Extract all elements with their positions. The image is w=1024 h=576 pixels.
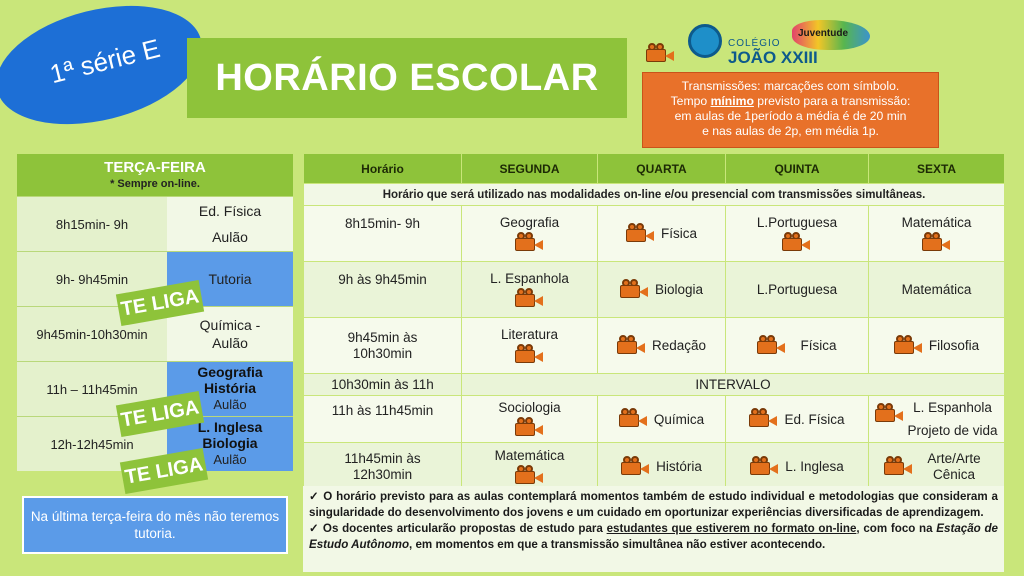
school-logo (684, 18, 874, 70)
transmission-line2: Tempo mínimo previsto para a transmissão: (670, 94, 911, 108)
row-time: 9h às 9h45min (304, 262, 462, 318)
tuesday-title: TERÇA-FEIRA (104, 159, 206, 176)
row-time: 9h45min-10h30min (17, 307, 167, 361)
table-row (304, 262, 1005, 318)
cell-quarta: Redação (598, 318, 726, 374)
video-camera-icon (617, 336, 647, 356)
modality-note-row (304, 184, 1005, 206)
col-header: QUARTA (598, 154, 726, 184)
row-subject: L. Inglesa Biologia Aulão (167, 417, 293, 471)
cell-segunda: Literatura (462, 318, 598, 374)
transmission-line4: e nas aulas de 2p, em média 1p. (702, 124, 879, 138)
cell-quarta: História (598, 443, 726, 491)
table-row (17, 196, 293, 251)
transmission-line1: Transmissões: marcações com símbolo. (681, 79, 900, 93)
video-camera-icon (620, 280, 650, 300)
row-subject: Ed. Física Aulão (167, 197, 293, 251)
video-camera-icon (619, 409, 649, 429)
col-header: QUINTA (726, 154, 869, 184)
check-icon: ✓ (309, 490, 324, 503)
cell-quinta: L.Portuguesa (726, 262, 869, 318)
cell-sexta: Matemática (869, 262, 1005, 318)
table-header-row (304, 154, 1005, 184)
cell-quinta: L. Inglesa (726, 443, 869, 491)
row-time: 8h15min- 9h (17, 197, 167, 251)
cell-quarta: Física (598, 206, 726, 262)
row-subject: Geografia História Aulão (167, 362, 293, 416)
transmission-note (642, 72, 939, 148)
video-camera-icon (515, 289, 545, 309)
cell-sexta: L. Espanhola Projeto de vida (869, 396, 1005, 443)
video-camera-icon (515, 418, 545, 438)
video-camera-icon (884, 457, 914, 477)
interval-label: INTERVALO (462, 374, 1005, 396)
video-camera-icon (922, 233, 952, 253)
video-camera-icon (621, 457, 651, 477)
cell-quinta: Física (726, 318, 869, 374)
weekly-schedule (303, 153, 1005, 491)
video-camera-icon (646, 44, 676, 64)
te-liga-sticker: TE LIGA (116, 391, 204, 437)
video-camera-icon (515, 233, 545, 253)
col-header: SEXTA (869, 154, 1005, 184)
table-row (304, 396, 1005, 443)
logo-splash-text: Juventude (798, 28, 849, 39)
row-time: 8h15min- 9h (304, 206, 462, 262)
table-row (304, 443, 1005, 491)
cell-quinta: L.Portuguesa (726, 206, 869, 262)
table-row (304, 318, 1005, 374)
te-liga-sticker: TE LIGA (120, 448, 208, 494)
video-camera-icon (515, 466, 545, 486)
cell-quinta: Ed. Física (726, 396, 869, 443)
transmission-line3: em aulas de 1período a média é de 20 min (674, 109, 907, 123)
col-header: SEGUNDA (462, 154, 598, 184)
cell-sexta: Filosofia (869, 318, 1005, 374)
row-time: 11h45min às 12h30min (304, 443, 462, 491)
row-time: 11h – 11h45min (17, 362, 167, 416)
video-camera-icon (894, 336, 924, 356)
modality-note: Horário que será utilizado nas modalidades on-line e/ou presencial com transmissões simultâneas. (304, 184, 1005, 206)
video-camera-icon (626, 224, 656, 244)
globe-icon (688, 24, 722, 58)
cell-sexta: Matemática (869, 206, 1005, 262)
table-row (304, 206, 1005, 262)
cell-segunda: Sociologia (462, 396, 598, 443)
class-label: 1ª série E (46, 32, 163, 90)
row-subject: Química - Aulão (167, 307, 293, 361)
video-camera-icon (515, 345, 545, 365)
row-subject: Tutoria (167, 252, 293, 306)
video-camera-icon (749, 409, 779, 429)
check-icon: ✓ (309, 522, 323, 535)
cell-sexta: Arte/Arte Cênica (869, 443, 1005, 491)
page-title: HORÁRIO ESCOLAR (215, 56, 599, 99)
video-camera-icon (750, 457, 780, 477)
note-1: ✓ O horário previsto para as aulas contemplará momentos também de estudo individual e metodologias que consideram a singularidade do desenvolvimento dos jovens e um cuidado em oportunizar experiências diversificadas de aprendizagem. (309, 490, 998, 519)
row-time: 10h30min às 11h (304, 374, 462, 396)
tuesday-header (17, 154, 293, 196)
logo-line1: COLÉGIO (728, 38, 781, 49)
cell-segunda: L. Espanhola (462, 262, 598, 318)
col-header: Horário (304, 154, 462, 184)
row-time: 11h às 11h45min (304, 396, 462, 443)
schedule-notes (303, 486, 1004, 572)
video-camera-icon (875, 404, 905, 424)
te-liga-sticker: TE LIGA (116, 280, 204, 326)
row-time: 12h-12h45min (17, 417, 167, 471)
cell-quarta: Química (598, 396, 726, 443)
cell-segunda: Geografia (462, 206, 598, 262)
logo-line2: JOÃO XXIII (728, 48, 818, 67)
row-time: 9h45min às 10h30min (304, 318, 462, 374)
interval-row (304, 374, 1005, 396)
cell-segunda: Matemática (462, 443, 598, 491)
video-camera-icon (757, 336, 787, 356)
note-2: ✓ Os docentes articularão propostas de estudo para estudantes que estiverem no formato on-line, com foco na Estação de Estudo Autônomo, em momentos em que a transmissão simultânea não estiver acontecendo. (309, 522, 999, 551)
cell-quarta: Biologia (598, 262, 726, 318)
tuesday-subtitle: * Sempre on-line. (110, 178, 200, 190)
video-camera-icon (782, 233, 812, 253)
title-banner (187, 38, 627, 118)
row-time: 9h- 9h45min (17, 252, 167, 306)
last-tuesday-note: Na última terça-feira do mês não teremos tutoria. (22, 496, 288, 554)
